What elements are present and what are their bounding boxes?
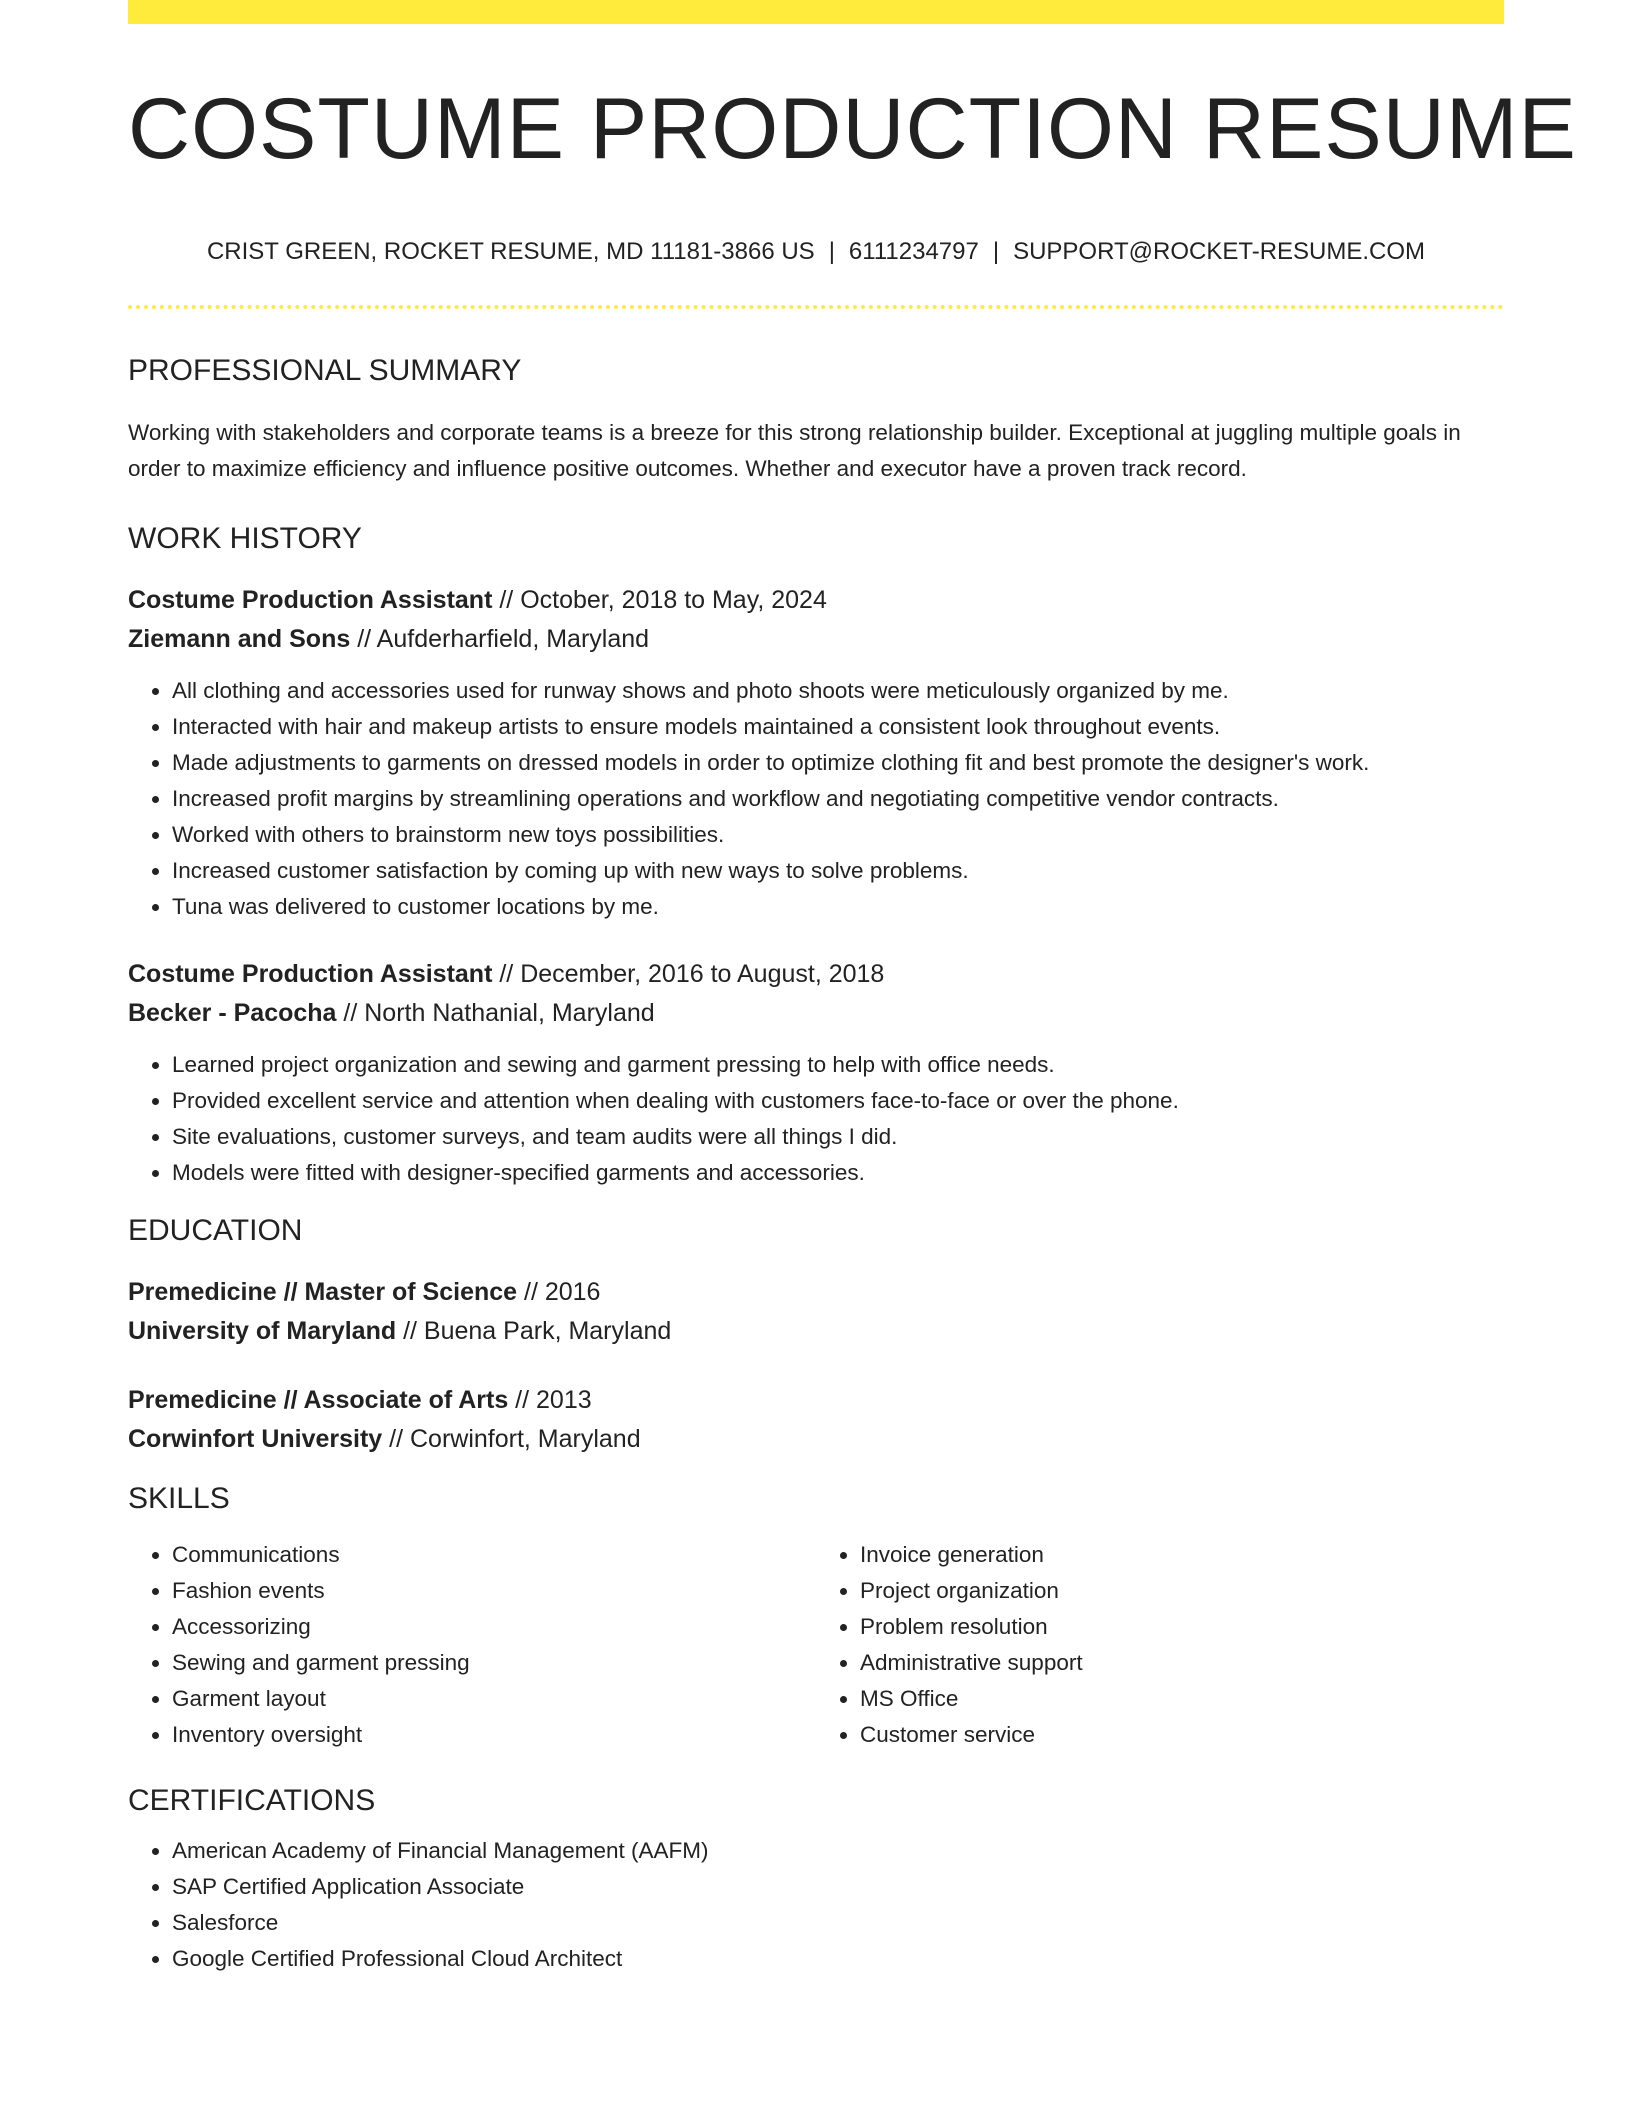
job-title: Costume Production Assistant: [128, 959, 493, 988]
certifications-list: [128, 1833, 1504, 1977]
list-item: • Site evaluations, customer surveys, and team audits were all things I did.: [172, 1119, 1504, 1155]
education-heading: EDUCATION: [128, 1213, 303, 1247]
contact-phone: 6111234797: [848, 238, 979, 265]
degree-year: // 2013: [508, 1385, 592, 1414]
school-line: [128, 1420, 1504, 1459]
work-history-heading: WORK HISTORY: [128, 521, 362, 555]
degree-year: // 2016: [517, 1277, 601, 1306]
list-item: • Increased customer satisfaction by coming up with new ways to solve problems.: [172, 853, 1504, 889]
top-accent-bar: [128, 0, 1504, 24]
page-title: COSTUME PRODUCTION RESUME: [128, 81, 1577, 177]
list-item: • Accessorizing: [172, 1609, 816, 1645]
list-item: • Interacted with hair and makeup artists to ensure models maintained a consistent look throughout events.: [172, 709, 1504, 745]
company-location: // North Nathanial, Maryland: [336, 998, 655, 1027]
job-bullets: [128, 673, 1504, 925]
list-item: • SAP Certified Application Associate: [172, 1869, 1504, 1905]
skills-grid: [128, 1537, 1504, 1753]
list-item: • Customer service: [860, 1717, 1504, 1753]
school-line: [128, 1312, 1504, 1351]
list-item: • Learned project organization and sewing and garment pressing to help with office needs.: [172, 1047, 1504, 1083]
skills-heading: SKILLS: [128, 1481, 230, 1515]
job-bullets: [128, 1047, 1504, 1191]
list-item: • All clothing and accessories used for runway shows and photo shoots were meticulously organized by me.: [172, 673, 1504, 709]
education-entry: [128, 1273, 1504, 1351]
list-item: • Models were fitted with designer-specified garments and accessories.: [172, 1155, 1504, 1191]
degree-line: [128, 1381, 1504, 1420]
school-name: University of Maryland: [128, 1316, 397, 1345]
job-title-line: [128, 581, 1504, 620]
company-name: Ziemann and Sons: [128, 624, 351, 653]
contact-line: [128, 238, 1504, 267]
degree: Premedicine // Master of Science: [128, 1277, 518, 1306]
summary-text: Working with stakeholders and corporate teams is a breeze for this strong relationship builder. Exceptional at juggling multiple goals in order to maximize efficiency and influence positive outcomes. Whether and executor have a proven track record.: [128, 419, 1461, 481]
list-item: • Problem resolution: [860, 1609, 1504, 1645]
work-entry: [128, 581, 1504, 925]
job-dates: // December, 2016 to August, 2018: [492, 959, 885, 988]
list-item: • Google Certified Professional Cloud Architect: [172, 1941, 1504, 1977]
list-item: • Increased profit margins by streamlining operations and workflow and negotiating competitive vendor contracts.: [172, 781, 1504, 817]
contact-email: SUPPORT@ROCKET-RESUME.COM: [1013, 238, 1426, 265]
school-location: // Corwinfort, Maryland: [382, 1424, 641, 1453]
list-item: • Salesforce: [172, 1905, 1504, 1941]
dotted-divider: [128, 305, 1504, 309]
list-item: • Fashion events: [172, 1573, 816, 1609]
education-entry: [128, 1381, 1504, 1459]
list-item: • MS Office: [860, 1681, 1504, 1717]
list-item: • Provided excellent service and attention when dealing with customers face-to-face or over the phone.: [172, 1083, 1504, 1119]
work-entry: [128, 955, 1504, 1191]
list-item: • Worked with others to brainstorm new toys possibilities.: [172, 817, 1504, 853]
job-dates: // October, 2018 to May, 2024: [492, 585, 827, 614]
resume-page: [128, 0, 1577, 1977]
list-item: • Inventory oversight: [172, 1717, 816, 1753]
school-location: // Buena Park, Maryland: [396, 1316, 672, 1345]
skills-left-column: [128, 1537, 816, 1753]
certifications-heading: CERTIFICATIONS: [128, 1783, 376, 1817]
skills-right-column: [816, 1537, 1504, 1753]
company-line: [128, 994, 1504, 1033]
list-item: • Made adjustments to garments on dressed models in order to optimize clothing fit and best promote the designer's work.: [172, 745, 1504, 781]
list-item: • Invoice generation: [860, 1537, 1504, 1573]
contact-address: CRIST GREEN, ROCKET RESUME, MD 11181-3866 US: [206, 238, 815, 265]
list-item: • Garment layout: [172, 1681, 816, 1717]
school-name: Corwinfort University: [128, 1424, 383, 1453]
list-item: • Sewing and garment pressing: [172, 1645, 816, 1681]
company-line: [128, 620, 1504, 659]
list-item: • Project organization: [860, 1573, 1504, 1609]
degree-line: [128, 1273, 1504, 1312]
contact-separator: |: [992, 238, 1000, 265]
degree: Premedicine // Associate of Arts: [128, 1385, 509, 1414]
list-item: • Administrative support: [860, 1645, 1504, 1681]
job-title: Costume Production Assistant: [128, 585, 493, 614]
contact-separator: |: [828, 238, 835, 265]
list-item: • American Academy of Financial Management (AAFM): [172, 1833, 1504, 1869]
company-location: // Aufderharfield, Maryland: [350, 624, 650, 653]
company-name: Becker - Pacocha: [128, 998, 337, 1027]
summary-heading: PROFESSIONAL SUMMARY: [128, 353, 522, 387]
list-item: • Communications: [172, 1537, 816, 1573]
list-item: • Tuna was delivered to customer locations by me.: [172, 889, 1504, 925]
job-title-line: [128, 955, 1504, 994]
